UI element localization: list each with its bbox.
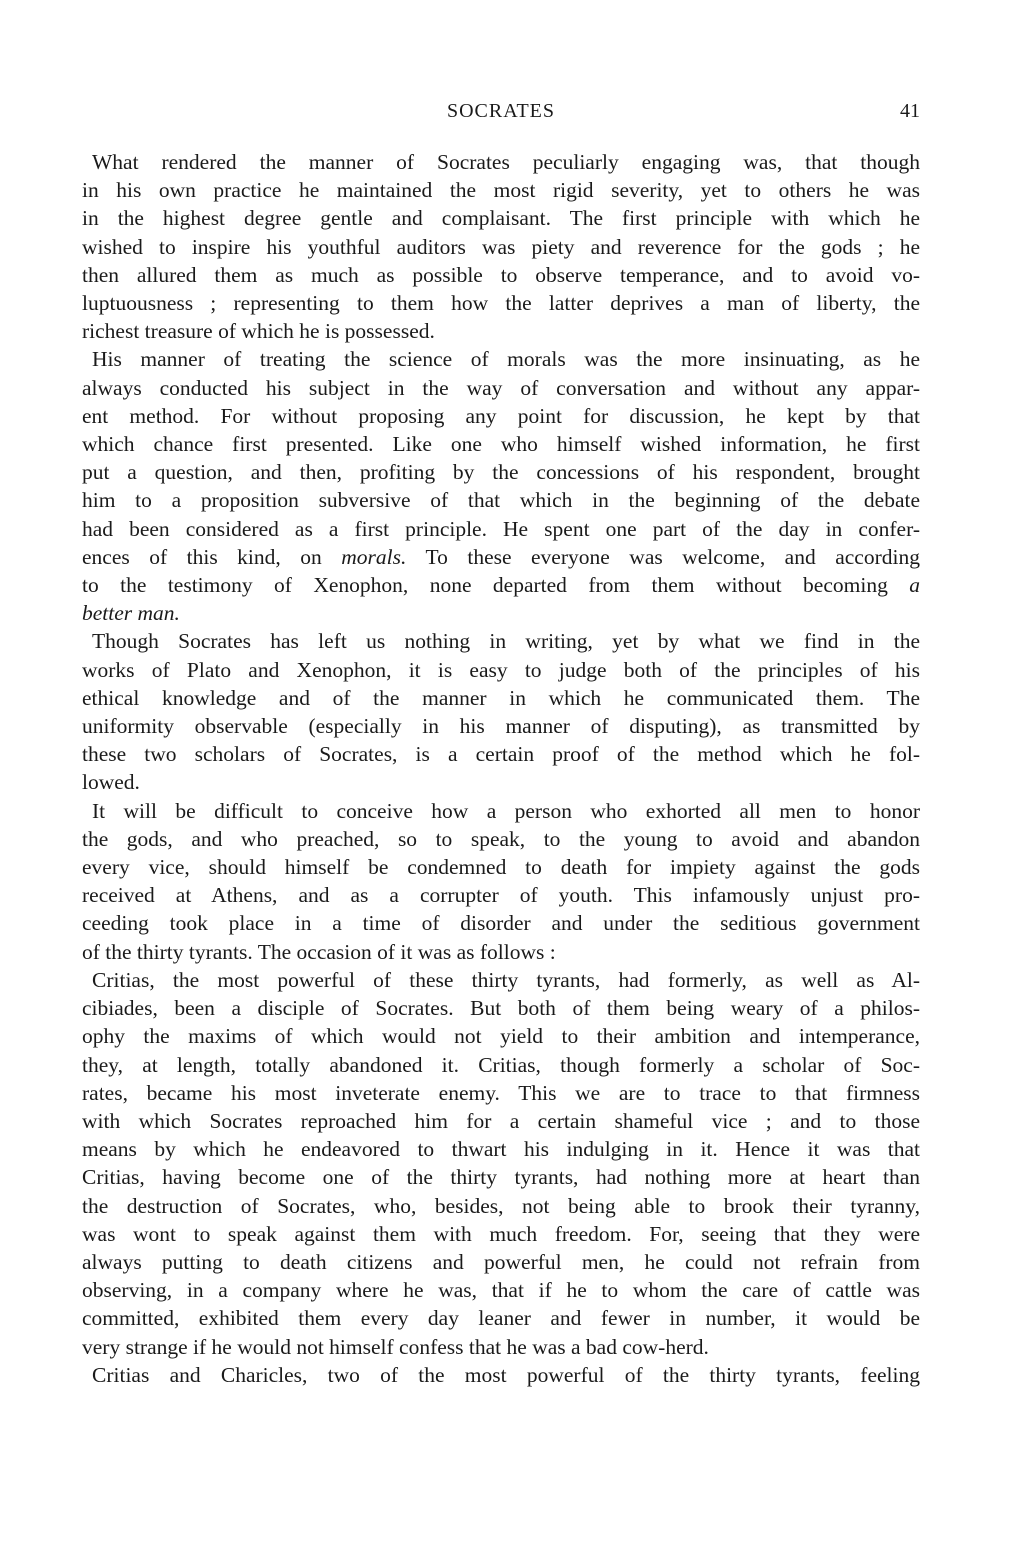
text-segment: had been considered as a first principle. He spent one part of the day in confer-	[82, 516, 920, 541]
paragraph	[82, 345, 920, 627]
text-line	[82, 1220, 920, 1248]
text-line	[82, 1361, 920, 1389]
text-line	[82, 317, 920, 345]
text-line	[82, 966, 920, 994]
text-segment: committed, exhibited them every day leaner and fewer in number, it would be	[82, 1306, 920, 1331]
text-line	[82, 1135, 920, 1163]
text-segment: ophy the maxims of which would not yield to their ambition and intemperance,	[82, 1024, 920, 1049]
paragraph	[82, 1361, 920, 1389]
text-line	[82, 797, 920, 825]
text-line	[82, 1304, 920, 1332]
italic-text: better man.	[82, 601, 180, 626]
text-line	[82, 768, 920, 796]
text-line	[82, 345, 920, 373]
text-segment: ethical knowledge and of the manner in which he communicated them. The	[82, 685, 920, 710]
text-segment: His manner of treating the science of morals was the more insinuating, as he	[92, 347, 920, 372]
text-segment: with which Socrates reproached him for a certain shameful vice ; and to those	[82, 1108, 920, 1133]
text-line	[82, 458, 920, 486]
paragraph	[82, 966, 920, 1361]
text-segment: richest treasure of which he is possessed.	[82, 319, 435, 344]
text-segment: ent method. For without proposing any point for discussion, he kept by that	[82, 403, 920, 428]
text-line	[82, 1051, 920, 1079]
page-number: 41	[900, 100, 920, 122]
text-segment: Critias and Charicles, two of the most powerful of the thirty tyrants, feeling	[92, 1362, 920, 1387]
text-line	[82, 1248, 920, 1276]
text-segment: of the thirty tyrants. The occasion of it was as follows :	[82, 939, 556, 964]
text-segment: luptuousness ; representing to them how the latter deprives a man of liberty, the	[82, 291, 920, 316]
body-text	[82, 148, 920, 1389]
text-line	[82, 853, 920, 881]
text-line	[82, 1276, 920, 1304]
text-segment: received at Athens, and as a corrupter of youth. This infamously unjust pro-	[82, 883, 920, 908]
text-line	[82, 938, 920, 966]
text-segment: cibiades, been a disciple of Socrates. But both of them being weary of a philos-	[82, 996, 920, 1021]
text-line	[82, 599, 920, 627]
text-segment: always putting to death citizens and powerful men, he could not refrain from	[82, 1249, 920, 1274]
text-segment: then allured them as much as possible to observe temperance, and to avoid vo-	[82, 262, 920, 287]
text-segment: every vice, should himself be condemned to death for impiety against the gods	[82, 855, 920, 880]
text-segment: observing, in a company where he was, that if he to whom the care of cattle was	[82, 1278, 920, 1303]
text-segment: To these everyone was welcome, and according	[406, 544, 920, 569]
text-segment: ceeding took place in a time of disorder and under the seditious government	[82, 911, 920, 936]
text-line	[82, 656, 920, 684]
text-segment: lowed.	[82, 770, 140, 795]
running-title: SOCRATES	[446, 100, 556, 122]
text-line	[82, 684, 920, 712]
text-segment: Though Socrates has left us nothing in writing, yet by what we find in the	[92, 629, 920, 654]
text-segment: Critias, the most powerful of these thirty tyrants, had formerly, as well as Al-	[92, 967, 920, 992]
text-line	[82, 233, 920, 261]
text-segment: they, at length, totally abandoned it. Critias, though formerly a scholar of Soc-	[82, 1052, 920, 1077]
text-line	[82, 881, 920, 909]
italic-text: a	[909, 573, 920, 598]
text-segment: put a question, and then, profiting by the concessions of his respondent, brought	[82, 460, 920, 485]
text-line	[82, 1333, 920, 1361]
text-segment: in his own practice he maintained the most rigid severity, yet to others he was	[82, 178, 920, 203]
page-header	[82, 100, 920, 130]
text-line	[82, 148, 920, 176]
text-segment: the gods, and who preached, so to speak, to the young to avoid and abandon	[82, 826, 920, 851]
text-line	[82, 289, 920, 317]
text-line	[82, 1192, 920, 1220]
text-segment: uniformity observable (especially in his manner of disputing), as transmitted by	[82, 714, 920, 739]
text-segment: these two scholars of Socrates, is a certain proof of the method which he fol-	[82, 742, 920, 767]
text-line	[82, 740, 920, 768]
text-line	[82, 1022, 920, 1050]
text-line	[82, 627, 920, 655]
text-segment: the destruction of Socrates, who, besides, not being able to brook their tyranny,	[82, 1193, 920, 1218]
text-segment: means by which he endeavored to thwart his indulging in it. Hence it was that	[82, 1137, 920, 1162]
text-line	[82, 515, 920, 543]
text-segment: him to a proposition subversive of that which in the beginning of the debate	[82, 488, 920, 513]
text-line	[82, 994, 920, 1022]
text-segment: very strange if he would not himself confess that he was a bad cow-herd.	[82, 1334, 709, 1359]
text-segment: rates, became his most inveterate enemy. This we are to trace to that firmness	[82, 1080, 920, 1105]
text-segment: in the highest degree gentle and complaisant. The first principle with which he	[82, 206, 920, 231]
text-line	[82, 374, 920, 402]
text-line	[82, 571, 920, 599]
text-line	[82, 1079, 920, 1107]
text-line	[82, 909, 920, 937]
text-line	[82, 1163, 920, 1191]
text-line	[82, 204, 920, 232]
text-line	[82, 486, 920, 514]
text-line	[82, 1107, 920, 1135]
text-line	[82, 543, 920, 571]
text-segment: wished to inspire his youthful auditors was piety and reverence for the gods ; he	[82, 234, 920, 259]
text-segment: always conducted his subject in the way of conversation and without any appar-	[82, 375, 920, 400]
text-segment: works of Plato and Xenophon, it is easy to judge both of the principles of his	[82, 657, 920, 682]
text-segment: which chance first presented. Like one who himself wished information, he first	[82, 432, 920, 457]
text-line	[82, 261, 920, 289]
text-segment: ences of this kind, on	[82, 544, 342, 569]
text-line	[82, 430, 920, 458]
text-line	[82, 176, 920, 204]
paragraph	[82, 148, 920, 345]
text-segment: was wont to speak against them with much freedom. For, seeing that they were	[82, 1221, 920, 1246]
text-line	[82, 712, 920, 740]
text-segment: to the testimony of Xenophon, none departed from them without becoming	[82, 573, 910, 598]
paragraph	[82, 797, 920, 966]
text-segment: It will be difficult to conceive how a person who exhorted all men to honor	[92, 798, 920, 823]
text-line	[82, 825, 920, 853]
paragraph	[82, 627, 920, 796]
text-line	[82, 402, 920, 430]
text-segment: What rendered the manner of Socrates peculiarly engaging was, that though	[92, 150, 920, 174]
italic-text: morals.	[341, 544, 407, 569]
text-segment: Critias, having become one of the thirty tyrants, had nothing more at heart than	[82, 1165, 920, 1190]
